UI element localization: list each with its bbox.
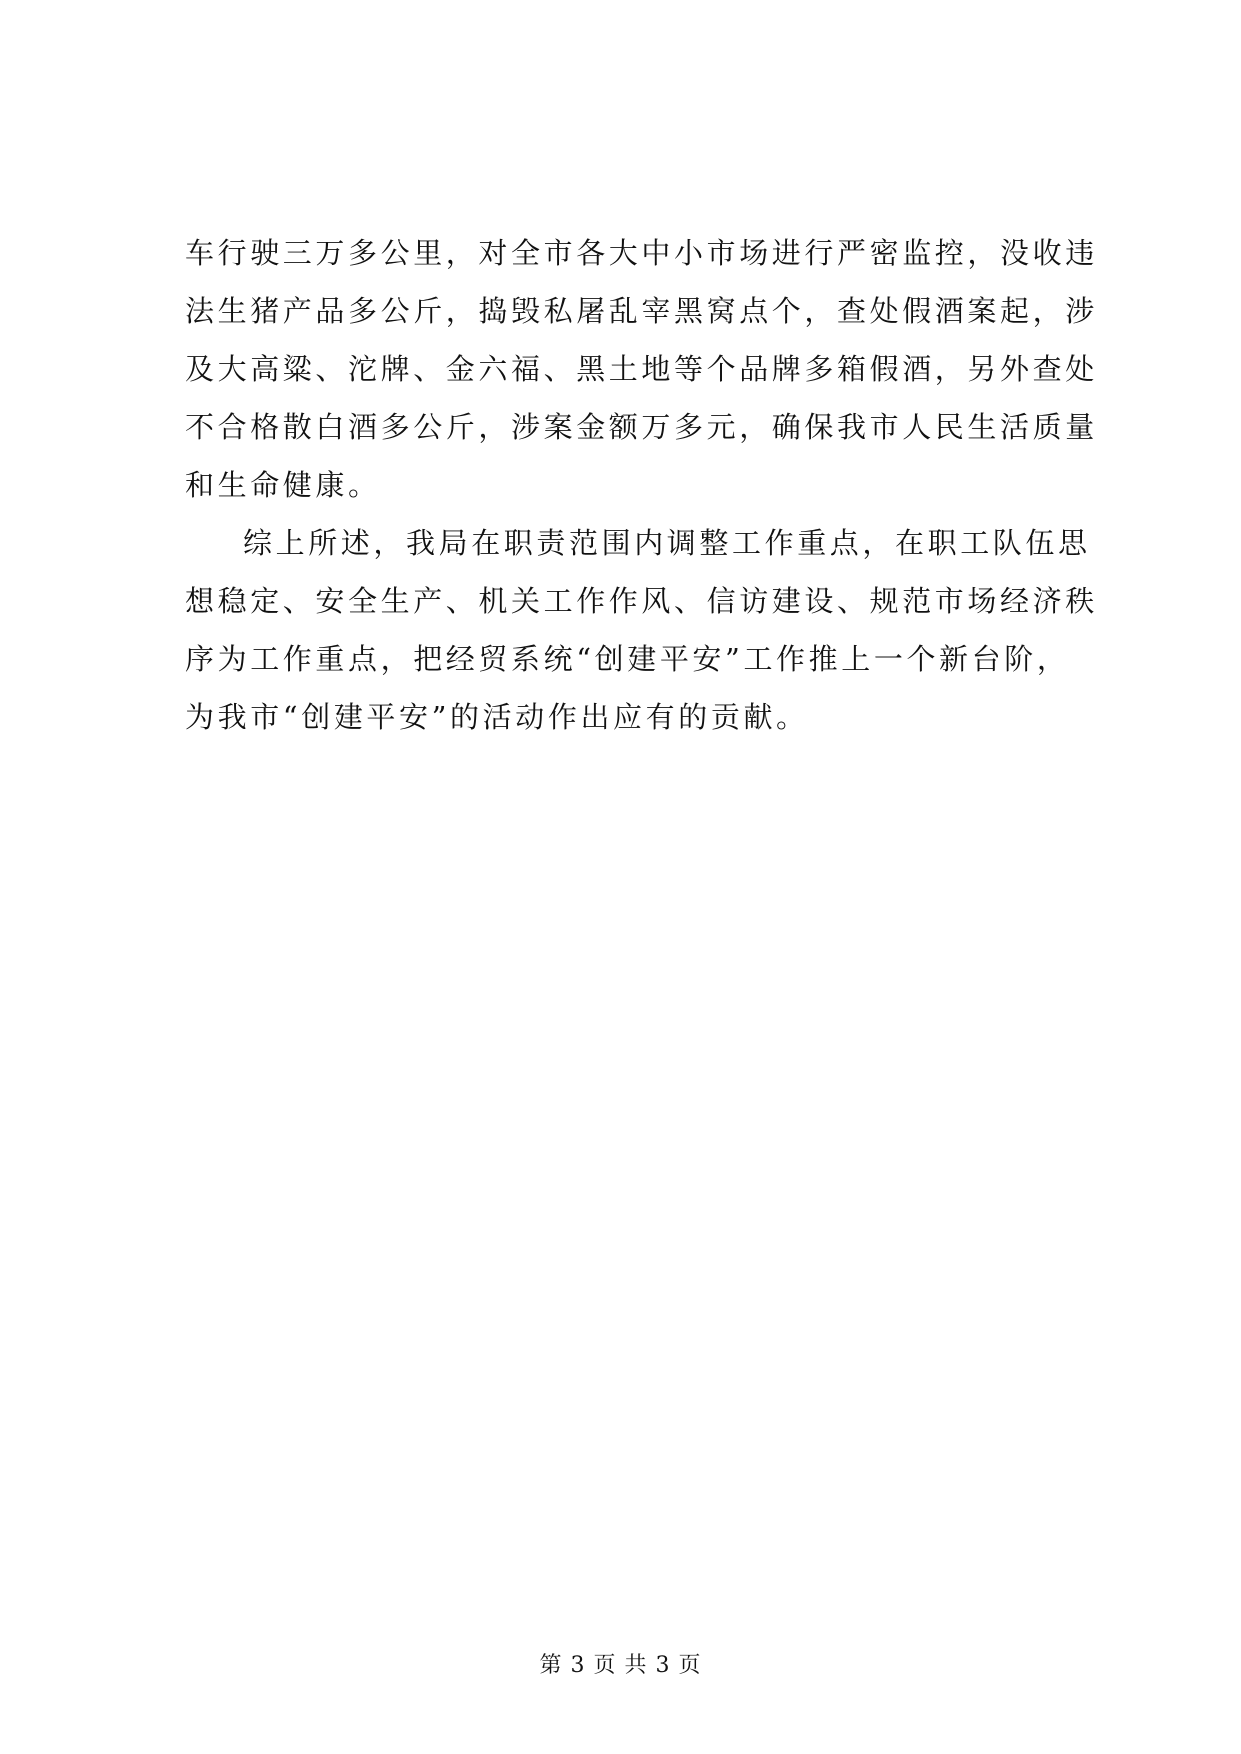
paragraph-2-line-1: 综上所述，我局在职责范围内调整工作重点，在职工队伍思 bbox=[243, 526, 1091, 560]
paragraph-2 bbox=[185, 514, 1098, 746]
paragraph-1-line-2: 法生猪产品多公斤，捣毁私屠乱宰黑窝点个，查处假酒案起，涉 bbox=[185, 294, 1098, 328]
page-number-footer: 第 3 页 共 3 页 bbox=[539, 1653, 702, 1678]
paragraph-2-line-4: 为我市“创建平安”的活动作出应有的贡献。 bbox=[185, 700, 809, 734]
paragraph-2-line-3: 序为工作重点，把经贸系统“创建平安”工作推上一个新台阶， bbox=[185, 642, 1070, 676]
paragraph-1 bbox=[185, 224, 1098, 514]
paragraph-1-line-4: 不合格散白酒多公斤，涉案金额万多元，确保我市人民生活质量 bbox=[185, 410, 1098, 444]
paragraph-1-line-3: 及大高粱、沱牌、金六福、黑土地等个品牌多箱假酒，另外查处 bbox=[185, 352, 1098, 386]
paragraph-1-line-5: 和生命健康。 bbox=[185, 468, 381, 502]
paragraph-1-line-1: 车行驶三万多公里，对全市各大中小市场进行严密监控，没收违 bbox=[185, 236, 1098, 270]
paragraph-2-line-2: 想稳定、安全生产、机关工作作风、信访建设、规范市场经济秩 bbox=[185, 584, 1098, 618]
document-body bbox=[185, 224, 1098, 746]
